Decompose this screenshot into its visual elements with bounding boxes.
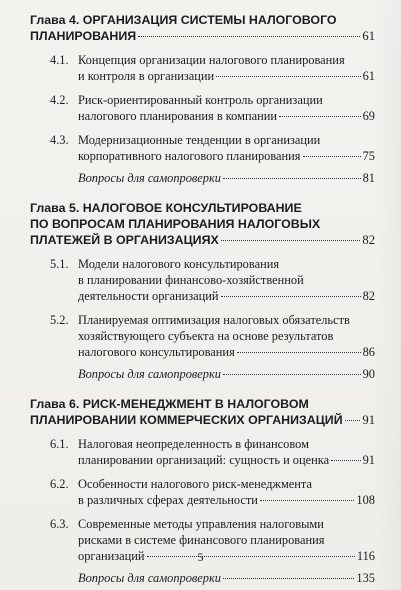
self-check-questions-entry[interactable] xyxy=(30,366,375,382)
toc-section-entry[interactable] xyxy=(30,312,375,360)
self-check-questions-entry[interactable] xyxy=(30,570,375,586)
dot-leader xyxy=(221,296,361,297)
section-title-line: организаций xyxy=(78,549,145,563)
toc-section-entry[interactable] xyxy=(30,256,375,304)
dot-leader xyxy=(345,420,361,421)
self-check-page-number: 81 xyxy=(362,171,375,185)
section-title-line: деятельности организаций xyxy=(78,289,219,303)
section-title-line: Планируемая оптимизация налоговых обязательств xyxy=(78,313,350,327)
chapter-page-number: 91 xyxy=(362,413,375,427)
section-title-line: Модернизационные тенденции в организации xyxy=(78,133,321,147)
dot-leader xyxy=(216,76,360,77)
section-number: 6.3. xyxy=(50,517,69,531)
dot-leader xyxy=(237,352,361,353)
dot-leader xyxy=(223,374,361,375)
section-title-line: налогового консультирования xyxy=(78,345,235,359)
section-number: 5.1. xyxy=(50,257,69,271)
chapter-page-number: 82 xyxy=(362,233,375,247)
toc-section-entry[interactable] xyxy=(30,436,375,468)
section-number: 4.1. xyxy=(50,53,69,67)
section-title-line: Риск-ориентированный контроль организации xyxy=(78,93,323,107)
dot-leader xyxy=(138,36,360,37)
section-page-number: 86 xyxy=(362,345,375,359)
toc-section-entry[interactable] xyxy=(30,132,375,164)
chapter-title-line: ПЛАНИРОВАНИЯ xyxy=(30,29,137,43)
section-title-line: и контроля в организации xyxy=(78,69,215,83)
chapter-title-line: Глава 6. РИСК-МЕНЕДЖМЕНТ В НАЛОГОВОМ xyxy=(30,397,309,411)
chapter-page-number: 61 xyxy=(362,29,375,43)
section-title-line: рисками в системе финансового планирования xyxy=(78,533,325,547)
section-page-number: 108 xyxy=(356,493,375,507)
section-page-number: 91 xyxy=(362,453,375,467)
dot-leader xyxy=(331,460,361,461)
dot-leader xyxy=(279,116,361,117)
section-number: 4.2. xyxy=(50,93,69,107)
section-title-line: Современные методы управления налоговыми xyxy=(78,517,324,531)
section-page-number: 82 xyxy=(362,289,375,303)
self-check-page-number: 90 xyxy=(362,367,375,381)
chapter-title-line: ПО ВОПРОСАМ ПЛАНИРОВАНИЯ НАЛОГОВЫХ xyxy=(30,217,321,231)
dot-leader xyxy=(303,156,361,157)
chapter-heading[interactable] xyxy=(30,396,375,428)
section-title-line: корпоративного налогового планирования xyxy=(78,149,301,163)
section-title-line: Особенности налогового риск-менеджмента xyxy=(78,477,312,491)
chapter-heading[interactable] xyxy=(30,12,375,44)
chapter-title-line: Глава 4. ОРГАНИЗАЦИЯ СИСТЕМЫ НАЛОГОВОГО xyxy=(30,13,337,27)
section-title-line: планировании организаций: сущность и оценка xyxy=(78,453,330,467)
toc-section-entry[interactable] xyxy=(30,92,375,124)
dot-leader xyxy=(260,500,354,501)
dot-leader xyxy=(223,578,354,579)
section-title-line: Концепция организации налогового планирования xyxy=(78,53,345,67)
section-title-line: в планировании финансово-хозяйственной xyxy=(78,273,304,287)
section-number: 6.2. xyxy=(50,477,69,491)
section-number: 6.1. xyxy=(50,437,69,451)
toc-section-entry[interactable] xyxy=(30,476,375,508)
table-of-contents xyxy=(30,12,375,586)
section-page-number: 116 xyxy=(356,549,375,563)
page-number: 5 xyxy=(197,550,204,564)
section-page-number: 75 xyxy=(362,149,375,163)
chapter-title-line: ПЛАТЕЖЕЙ В ОРГАНИЗАЦИЯХ xyxy=(30,233,219,247)
section-title-line: налогового планирования в компании xyxy=(78,109,277,123)
section-title-line: Налоговая неопределенность в финансовом xyxy=(78,437,309,451)
chapter-heading[interactable] xyxy=(30,200,375,248)
dot-leader xyxy=(223,178,361,179)
section-title-line: хозяйствующего субъекта на основе результатов xyxy=(78,329,334,343)
section-page-number: 69 xyxy=(362,109,375,123)
section-title-line: в различных сферах деятельности xyxy=(78,493,258,507)
dot-leader xyxy=(221,240,361,241)
self-check-questions-entry[interactable] xyxy=(30,170,375,186)
section-number: 5.2. xyxy=(50,313,69,327)
chapter-title-line: Глава 5. НАЛОГОВОЕ КОНСУЛЬТИРОВАНИЕ xyxy=(30,201,302,215)
toc-section-entry[interactable] xyxy=(30,52,375,84)
chapter-title-line: ПЛАНИРОВАНИИ КОММЕРЧЕСКИХ ОРГАНИЗАЦИЙ xyxy=(30,413,343,427)
section-number: 4.3. xyxy=(50,133,69,147)
self-check-label: Вопросы для самопроверки xyxy=(78,171,221,185)
section-title-line: Модели налогового консультирования xyxy=(78,257,280,271)
self-check-page-number: 135 xyxy=(356,571,375,585)
self-check-label: Вопросы для самопроверки xyxy=(78,367,221,381)
page-edge-shadow xyxy=(375,0,401,590)
self-check-label: Вопросы для самопроверки xyxy=(78,571,221,585)
section-page-number: 61 xyxy=(362,69,375,83)
